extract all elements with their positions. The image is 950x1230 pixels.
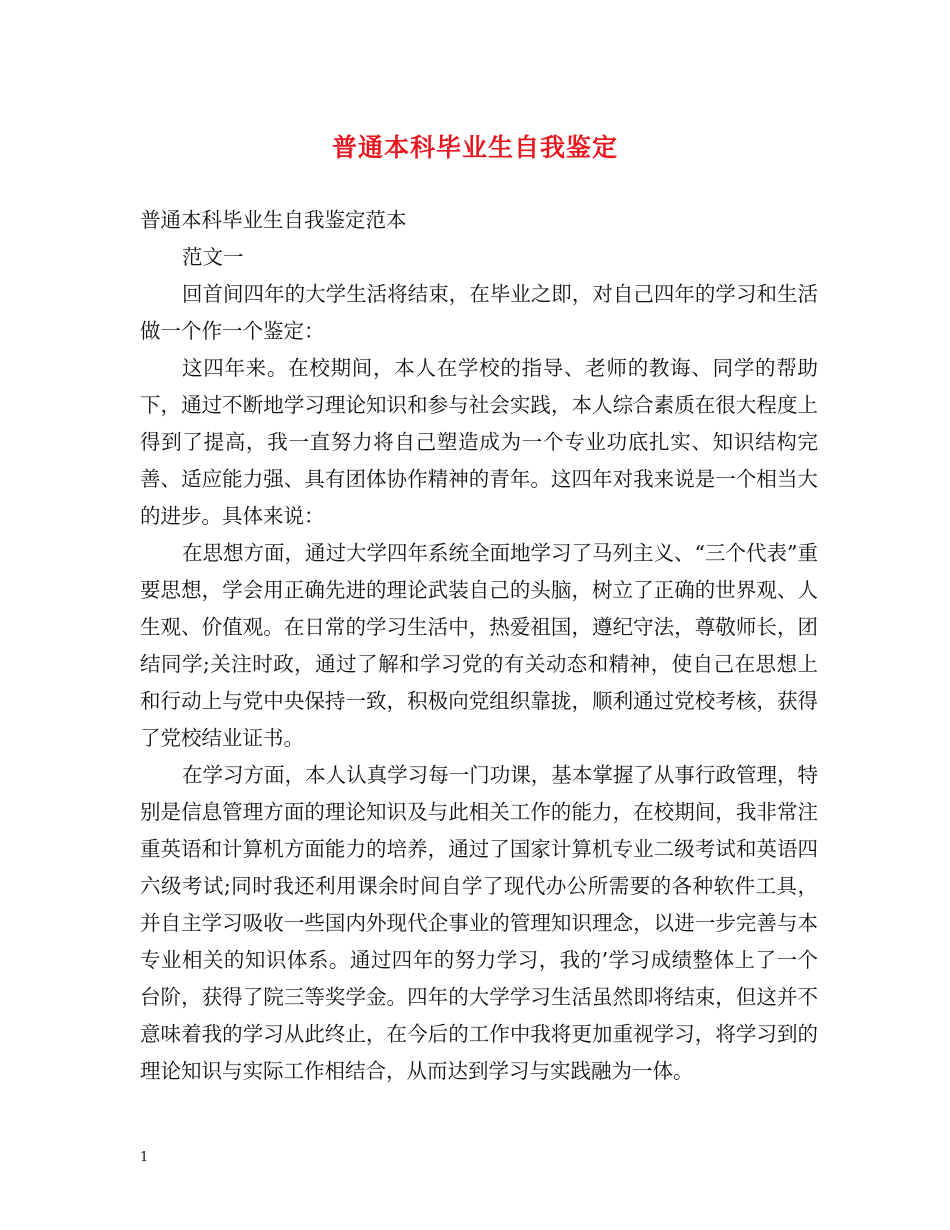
paragraph-ideology: 在思想方面，通过大学四年系统全面地学习了马列主义、“三个代表”重要思想，学会用正确先进的理论武装自己的头脑，树立了正确的世界观、人生观、价值观。在日常的学习生活中，热爱祖国，遵纪守法，尊敬师长，团结同学;关注时政，通过了解和学习党的有关动态和精神，使自己在思想上和行动上与党中央保持一致，积极向党组织靠拢，顺利通过党校考核，获得了党校结业证书。	[140, 541, 818, 750]
page-number: 1	[140, 1150, 149, 1165]
document-body	[140, 202, 818, 1090]
paragraph-overview: 这四年来。在校期间，本人在学校的指导、老师的教诲、同学的帮助下，通过不断地学习理论知识和参与社会实践，本人综合素质在很大程度上得到了提高，我一直努力将自己塑造成为一个专业功底扎实、知识结构完善、适应能力强、具有团体协作精神的青年。这四年对我来说是一个相当大的进步。具体来说：	[140, 356, 818, 528]
document-subtitle: 普通本科毕业生自我鉴定范本	[140, 208, 407, 232]
paragraph-study: 在学习方面，本人认真学习每一门功课，基本掌握了从事行政管理，特别是信息管理方面的理论知识及与此相关工作的能力，在校期间，我非常注重英语和计算机方面能力的培养，通过了国家计算机专业二级考试和英语四六级考试;同时我还利用课余时间自学了现代办公所需要的各种软件工具，并自主学习吸收一些国内外现代企事业的管理知识理念，以进一步完善与本专业相关的知识体系。通过四年的努力学习，我的’学习成绩整体上了一个台阶，获得了院三等奖学金。四年的大学学习生活虽然即将结束，但这并不意味着我的学习从此终止，在今后的工作中我将更加重视学习，将学习到的理论知识与实际工作相结合，从而达到学习与实践融为一体。	[140, 763, 818, 1083]
document-title: 普通本科毕业生自我鉴定	[331, 133, 618, 162]
paragraph-intro: 回首间四年的大学生活将结束，在毕业之即，对自己四年的学习和生活做一个作一个鉴定：	[140, 282, 818, 343]
section-label: 范文一	[182, 245, 244, 269]
